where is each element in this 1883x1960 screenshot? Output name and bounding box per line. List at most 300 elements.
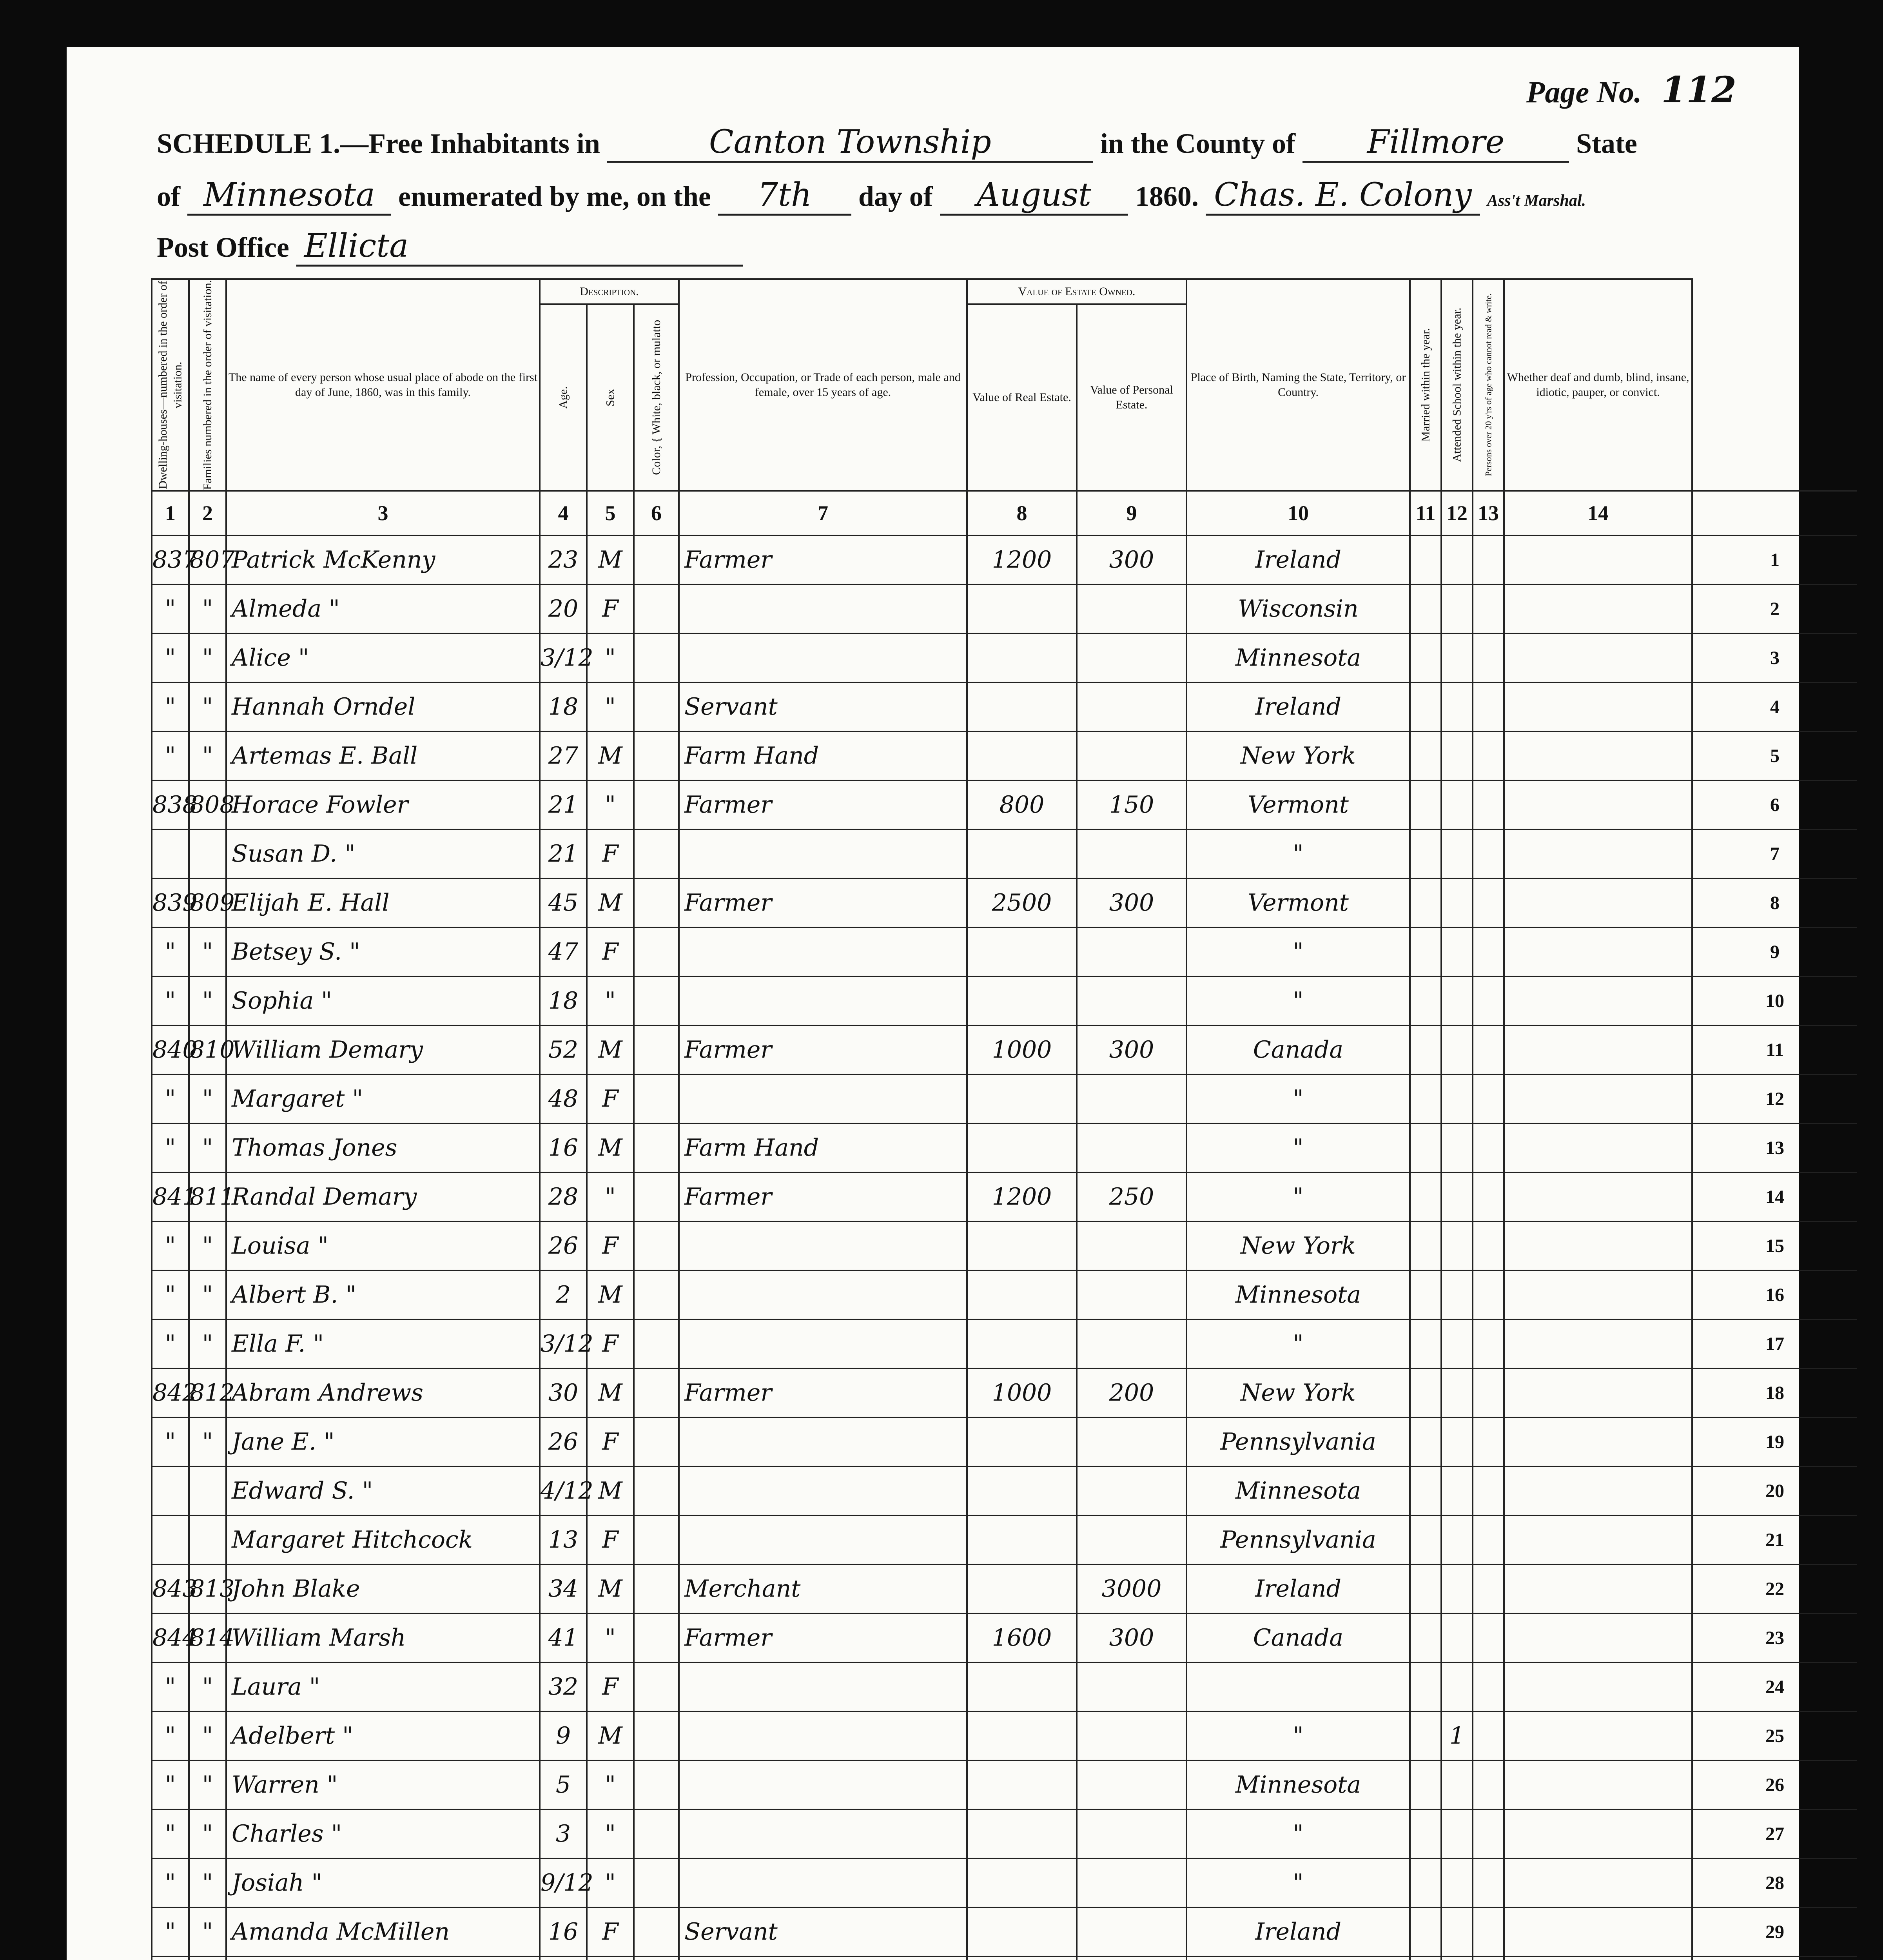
married-within-year [1410, 1760, 1441, 1809]
occupation: Merchant [679, 1564, 967, 1613]
dwelling-number: " [152, 1221, 189, 1270]
attended-school: 1 [1441, 1711, 1473, 1760]
personal-estate-value: 200 [1077, 1368, 1186, 1417]
real-estate-value [967, 1956, 1077, 1960]
col-sex-header: Sex [587, 304, 634, 491]
dwelling-number [152, 1956, 189, 1960]
color [634, 1368, 679, 1417]
county-label: in the County of [1100, 128, 1295, 159]
disability [1504, 1662, 1692, 1711]
line-number: 15 [1692, 1221, 1857, 1270]
person-name: William Demary [226, 1025, 540, 1074]
person-name: Louisa " [226, 1221, 540, 1270]
attended-school [1441, 1907, 1473, 1956]
personal-estate-value [1077, 682, 1186, 731]
married-within-year [1410, 1711, 1441, 1760]
person-name: John Blake [226, 1564, 540, 1613]
age: 41 [540, 1613, 587, 1662]
line-number: 26 [1692, 1760, 1857, 1809]
birthplace: " [1186, 927, 1410, 976]
real-estate-value [967, 1123, 1077, 1172]
cannot-read-write [1473, 584, 1504, 633]
age: 9 [540, 1711, 587, 1760]
sex: " [587, 633, 634, 682]
attended-school [1441, 1319, 1473, 1368]
married-within-year [1410, 1907, 1441, 1956]
occupation [679, 976, 967, 1025]
col-number: 14 [1504, 491, 1692, 535]
real-estate-value [967, 1662, 1077, 1711]
line-number: 6 [1692, 780, 1857, 829]
personal-estate-value [1077, 1809, 1186, 1858]
married-within-year [1410, 633, 1441, 682]
birthplace: New York [1186, 1368, 1410, 1417]
color [634, 1613, 679, 1662]
cannot-read-write [1473, 1662, 1504, 1711]
age: 47 [540, 927, 587, 976]
header-row-top [152, 279, 1857, 304]
married-within-year [1410, 1662, 1441, 1711]
disability [1504, 780, 1692, 829]
attended-school [1441, 927, 1473, 976]
birthplace: " [1186, 1319, 1410, 1368]
person-name: Horace Fowler [226, 780, 540, 829]
person-name: Ella F. " [226, 1319, 540, 1368]
family-number: " [189, 976, 226, 1025]
col-number: 12 [1441, 491, 1473, 535]
color [634, 976, 679, 1025]
attended-school [1441, 976, 1473, 1025]
line-number: 12 [1692, 1074, 1857, 1123]
disability [1504, 1858, 1692, 1907]
married-within-year [1410, 1564, 1441, 1613]
state-label: State [1576, 128, 1637, 159]
line-number: 29 [1692, 1907, 1857, 1956]
real-estate-value [967, 584, 1077, 633]
real-estate-value [967, 1809, 1077, 1858]
family-number: " [189, 731, 226, 780]
cannot-read-write [1473, 829, 1504, 878]
sex: M [587, 731, 634, 780]
line-number: 17 [1692, 1319, 1857, 1368]
cannot-read-write [1473, 1760, 1504, 1809]
occupation [679, 1515, 967, 1564]
occupation: Farmer [679, 780, 967, 829]
sex: M [587, 1270, 634, 1319]
disability [1504, 829, 1692, 878]
cannot-read-write [1473, 682, 1504, 731]
attended-school [1441, 1956, 1473, 1960]
married-within-year [1410, 535, 1441, 584]
personal-estate-value [1077, 1319, 1186, 1368]
dwelling-number: " [152, 1760, 189, 1809]
dwelling-number: " [152, 1074, 189, 1123]
line-number: 25 [1692, 1711, 1857, 1760]
attended-school [1441, 584, 1473, 633]
cannot-read-write [1473, 1956, 1504, 1960]
real-estate-value [967, 1907, 1077, 1956]
dwelling-number: 840 [152, 1025, 189, 1074]
family-number: " [189, 1221, 226, 1270]
married-within-year [1410, 1417, 1441, 1466]
cannot-read-write [1473, 1025, 1504, 1074]
attended-school [1441, 1613, 1473, 1662]
real-estate-value: 800 [967, 780, 1077, 829]
sex: " [587, 1858, 634, 1907]
personal-estate-value [1077, 1074, 1186, 1123]
personal-estate-value [1077, 1123, 1186, 1172]
occupation [679, 1711, 967, 1760]
occupation [679, 1662, 967, 1711]
dwelling-number: " [152, 1123, 189, 1172]
married-within-year [1410, 1368, 1441, 1417]
dwelling-number: 837 [152, 535, 189, 584]
table-row [152, 780, 1857, 829]
age: 2 [540, 1270, 587, 1319]
person-name: Adelbert " [226, 1711, 540, 1760]
page-number-label: Page No. [1526, 75, 1642, 109]
color [634, 535, 679, 584]
personal-estate-value [1077, 1907, 1186, 1956]
family-number: 811 [189, 1172, 226, 1221]
married-within-year [1410, 927, 1441, 976]
sex: M [587, 1466, 634, 1515]
married-within-year [1410, 976, 1441, 1025]
birthplace: " [1186, 1711, 1410, 1760]
day-field: 7th [718, 176, 851, 216]
dwelling-number: " [152, 1319, 189, 1368]
family-number: 808 [189, 780, 226, 829]
birthplace: " [1186, 1172, 1410, 1221]
age [540, 1956, 587, 1960]
year-label: 1860. [1135, 181, 1199, 212]
attended-school [1441, 682, 1473, 731]
age: 18 [540, 682, 587, 731]
dwelling-number: " [152, 731, 189, 780]
occupation [679, 1956, 967, 1960]
family-number: " [189, 584, 226, 633]
color [634, 1172, 679, 1221]
birthplace [1186, 1662, 1410, 1711]
line-number: 7 [1692, 829, 1857, 878]
attended-school [1441, 1074, 1473, 1123]
age: 32 [540, 1662, 587, 1711]
sex: F [587, 584, 634, 633]
post-office-label: Post Office [157, 232, 289, 263]
person-name: Thomas Jones [226, 1123, 540, 1172]
cannot-read-write [1473, 1172, 1504, 1221]
family-number: " [189, 1662, 226, 1711]
occupation: Servant [679, 682, 967, 731]
disability [1504, 1956, 1692, 1960]
line-number: 22 [1692, 1564, 1857, 1613]
disability [1504, 1270, 1692, 1319]
attended-school [1441, 1417, 1473, 1466]
age: 13 [540, 1515, 587, 1564]
sex: " [587, 682, 634, 731]
color [634, 1515, 679, 1564]
age: 34 [540, 1564, 587, 1613]
line-number: 27 [1692, 1809, 1857, 1858]
real-estate-value [967, 1515, 1077, 1564]
col-illiterate-header: Persons over 20 y'rs of age who cannot read & write. [1473, 279, 1504, 491]
table-row [152, 976, 1857, 1025]
personal-estate-value: 3000 [1077, 1564, 1186, 1613]
line-number [1692, 1956, 1857, 1960]
family-number [189, 829, 226, 878]
col-number: 4 [540, 491, 587, 535]
occupation [679, 1074, 967, 1123]
cannot-read-write [1473, 1711, 1504, 1760]
personal-estate-value [1077, 927, 1186, 976]
line-number: 5 [1692, 731, 1857, 780]
cannot-read-write [1473, 1613, 1504, 1662]
line-number: 18 [1692, 1368, 1857, 1417]
occupation: Farmer [679, 535, 967, 584]
age: 16 [540, 1907, 587, 1956]
person-name: Randal Demary [226, 1172, 540, 1221]
married-within-year [1410, 1025, 1441, 1074]
occupation: Farmer [679, 1368, 967, 1417]
cannot-read-write [1473, 731, 1504, 780]
dwelling-number: " [152, 682, 189, 731]
occupation [679, 1270, 967, 1319]
birthplace: New York [1186, 731, 1410, 780]
personal-estate-value [1077, 976, 1186, 1025]
personal-estate-value: 250 [1077, 1172, 1186, 1221]
color [634, 1711, 679, 1760]
disability [1504, 1515, 1692, 1564]
table-row [152, 731, 1857, 780]
occupation [679, 1858, 967, 1907]
table-row [152, 682, 1857, 731]
disability [1504, 1172, 1692, 1221]
birthplace: Ireland [1186, 1907, 1410, 1956]
family-number: " [189, 1074, 226, 1123]
sex: " [587, 1760, 634, 1809]
real-estate-value [967, 1319, 1077, 1368]
sex: F [587, 1907, 634, 1956]
month-field: August [940, 176, 1128, 216]
family-number: " [189, 1319, 226, 1368]
married-within-year [1410, 1319, 1441, 1368]
occupation [679, 1760, 967, 1809]
dwelling-number [152, 1466, 189, 1515]
disability [1504, 1711, 1692, 1760]
cannot-read-write [1473, 1564, 1504, 1613]
cannot-read-write [1473, 878, 1504, 927]
birthplace: " [1186, 1074, 1410, 1123]
attended-school [1441, 1858, 1473, 1907]
line-number-header [1692, 279, 1857, 491]
cannot-read-write [1473, 1466, 1504, 1515]
age: 28 [540, 1172, 587, 1221]
family-number: " [189, 1123, 226, 1172]
family-number: 809 [189, 878, 226, 927]
person-name: Sophia " [226, 976, 540, 1025]
person-name: Margaret Hitchcock [226, 1515, 540, 1564]
state-field: Minnesota [187, 176, 391, 216]
color [634, 1319, 679, 1368]
family-number: " [189, 1760, 226, 1809]
personal-estate-value [1077, 1956, 1186, 1960]
col-number: 5 [587, 491, 634, 535]
dwelling-number: " [152, 1270, 189, 1319]
family-number: " [189, 1417, 226, 1466]
married-within-year [1410, 584, 1441, 633]
birthplace: Minnesota [1186, 633, 1410, 682]
table-row [152, 1613, 1857, 1662]
line-number: 8 [1692, 878, 1857, 927]
family-number: " [189, 1907, 226, 1956]
married-within-year [1410, 1074, 1441, 1123]
person-name: Artemas E. Ball [226, 731, 540, 780]
color [634, 1809, 679, 1858]
disability [1504, 584, 1692, 633]
family-number: " [189, 1270, 226, 1319]
dwelling-number: " [152, 633, 189, 682]
census-table [151, 278, 1857, 1960]
dwelling-number: " [152, 584, 189, 633]
schedule-header-line-2 [157, 176, 1744, 216]
birthplace: " [1186, 1809, 1410, 1858]
col-disability-header: Whether deaf and dumb, blind, insane, idiotic, pauper, or convict. [1504, 279, 1692, 491]
person-name: Susan D. " [226, 829, 540, 878]
attended-school [1441, 1270, 1473, 1319]
person-name: Betsey S. " [226, 927, 540, 976]
dwelling-number [152, 829, 189, 878]
personal-estate-value [1077, 1270, 1186, 1319]
county-field: Fillmore [1302, 123, 1569, 163]
cannot-read-write [1473, 927, 1504, 976]
birthplace: " [1186, 1123, 1410, 1172]
occupation [679, 1417, 967, 1466]
person-name: Josiah " [226, 1858, 540, 1907]
line-number: 4 [1692, 682, 1857, 731]
attended-school [1441, 535, 1473, 584]
marshal-field: Chas. E. Colony [1206, 176, 1480, 216]
birthplace: Ireland [1186, 682, 1410, 731]
occupation: Farm Hand [679, 731, 967, 780]
dwelling-number: 843 [152, 1564, 189, 1613]
col-real-estate-header: Value of Real Estate. [967, 304, 1077, 491]
person-name: Hannah Orndel [226, 682, 540, 731]
disability [1504, 1760, 1692, 1809]
table-row [152, 1368, 1857, 1417]
real-estate-value [967, 633, 1077, 682]
table-row [152, 1711, 1857, 1760]
color [634, 1221, 679, 1270]
col-personal-estate-header: Value of Personal Estate. [1077, 304, 1186, 491]
column-number-row [152, 491, 1857, 535]
col-number: 6 [634, 491, 679, 535]
table-row [152, 1809, 1857, 1858]
color [634, 682, 679, 731]
personal-estate-value: 300 [1077, 878, 1186, 927]
col-name-header: The name of every person whose usual place of abode on the first day of June, 1860, was in this family. [226, 279, 540, 491]
person-name: William Marsh [226, 1613, 540, 1662]
col-number: 3 [226, 491, 540, 535]
occupation: Farmer [679, 1172, 967, 1221]
marshal-label: Ass't Marshal. [1487, 192, 1586, 210]
personal-estate-value: 300 [1077, 535, 1186, 584]
table-row [152, 1956, 1857, 1960]
real-estate-value [967, 829, 1077, 878]
person-name: Albert B. " [226, 1270, 540, 1319]
dwelling-number: " [152, 1858, 189, 1907]
birthplace [1186, 1956, 1410, 1960]
person-name: Warren " [226, 1760, 540, 1809]
table-row [152, 1270, 1857, 1319]
person-name [226, 1956, 540, 1960]
table-row [152, 1123, 1857, 1172]
color [634, 1123, 679, 1172]
sex: M [587, 1025, 634, 1074]
col-birthplace-header: Place of Birth, Naming the State, Territory, or Country. [1186, 279, 1410, 491]
cannot-read-write [1473, 976, 1504, 1025]
sex: M [587, 1564, 634, 1613]
color [634, 1466, 679, 1515]
age: 27 [540, 731, 587, 780]
color [634, 633, 679, 682]
real-estate-value [967, 1564, 1077, 1613]
real-estate-value [967, 1221, 1077, 1270]
col-number: 10 [1186, 491, 1410, 535]
attended-school [1441, 1466, 1473, 1515]
dwelling-number: 839 [152, 878, 189, 927]
sex: F [587, 1662, 634, 1711]
schedule-label: SCHEDULE 1.—Free Inhabitants in [157, 128, 600, 159]
color [634, 878, 679, 927]
birthplace: Canada [1186, 1613, 1410, 1662]
col-dwelling-header: Dwelling-houses—numbered in the order of visitation. [152, 279, 189, 491]
disability [1504, 1025, 1692, 1074]
married-within-year [1410, 1613, 1441, 1662]
personal-estate-value [1077, 1466, 1186, 1515]
personal-estate-value: 300 [1077, 1613, 1186, 1662]
married-within-year [1410, 1123, 1441, 1172]
family-number [189, 1956, 226, 1960]
dwelling-number: 841 [152, 1172, 189, 1221]
sex: M [587, 535, 634, 584]
line-number: 19 [1692, 1417, 1857, 1466]
disability [1504, 1368, 1692, 1417]
personal-estate-value [1077, 1711, 1186, 1760]
birthplace: Ireland [1186, 535, 1410, 584]
table-row [152, 1221, 1857, 1270]
cannot-read-write [1473, 535, 1504, 584]
census-rows [152, 535, 1857, 1960]
sex: F [587, 927, 634, 976]
disability [1504, 633, 1692, 682]
real-estate-value [967, 976, 1077, 1025]
person-name: Elijah E. Hall [226, 878, 540, 927]
family-number: 807 [189, 535, 226, 584]
birthplace: New York [1186, 1221, 1410, 1270]
table-row [152, 1907, 1857, 1956]
married-within-year [1410, 1221, 1441, 1270]
col-number: 7 [679, 491, 967, 535]
birthplace: Vermont [1186, 878, 1410, 927]
sex: M [587, 878, 634, 927]
family-number: " [189, 1809, 226, 1858]
attended-school [1441, 1809, 1473, 1858]
disability [1504, 1564, 1692, 1613]
real-estate-value [967, 1270, 1077, 1319]
cannot-read-write [1473, 1368, 1504, 1417]
person-name: Edward S. " [226, 1466, 540, 1515]
birthplace: Canada [1186, 1025, 1410, 1074]
